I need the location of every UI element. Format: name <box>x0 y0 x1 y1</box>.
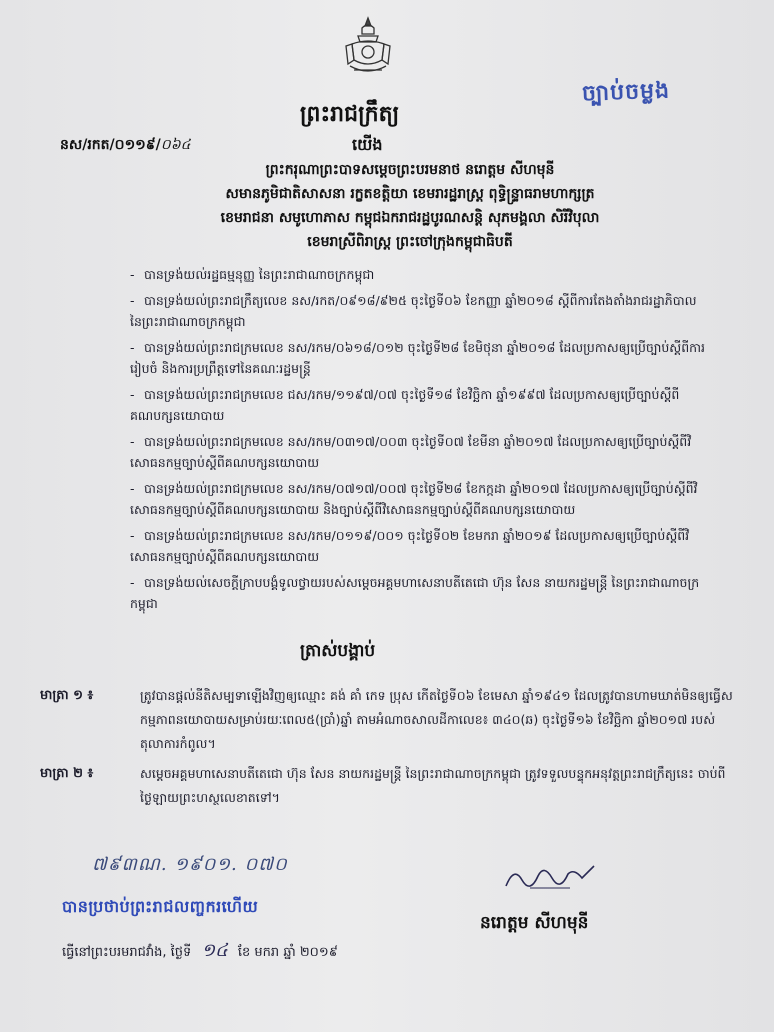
consideration-item: - បានទ្រង់យល់សេចក្តីក្រាបបង្គំទូលថ្វាយរបស់សម្តេចអគ្គមហាសេនាបតីតេជោ ហ៊ុន សែន នាយករដ្ឋមន្ត្រី នៃព្រះរាជាណាចក្រកម្ពុជា <box>130 575 700 611</box>
header-line-1: ព្រះករុណាព្រះបាទសម្តេចព្រះបរមនាថ នរោត្តម សីហមុនី <box>265 162 555 178</box>
considerations-list <box>130 264 710 619</box>
document-title: ព្រះរាជក្រឹត្យ <box>300 102 400 127</box>
article-1-text: ត្រូវបានផ្តល់នីតិសម្បទាឡើងវិញឲ្យឈ្មោះ គង់ គាំ កេទ ប្រុស កើតថ្ងៃទី០៦ ខែមេសា ឆ្នាំ១៩៤១ ដែលត្រូវបានហាមឃាត់មិនឲ្យធ្វើសកម្មភាពនយោបាយសម្រាប់រយៈពេល៥(ប្រាំ)ឆ្នាំ តាមអំណាចសាលដីកាលេខ៖ ៣៤០(ឆ) ចុះថ្ងៃទី១៦ ខែវិច្ឆិកា ឆ្នាំ២០១៧ របស់តុលាការកំពូល។ <box>140 688 733 751</box>
consideration-item: - បានទ្រង់យល់ព្រះរាជក្រមលេខ នស/រកម/០១១៩/០០១ ចុះថ្ងៃទី០២ ខែមករា ឆ្នាំ២០១៩ ដែលប្រកាសឲ្យប្រើច្បាប់ស្តីពីវិសោធនកម្មច្បាប់ស្តីពីគណបក្សនយោបាយ <box>130 528 690 564</box>
consideration-item: - បានទ្រង់យល់ព្រះរាជក្រមលេខ នស/រកម/០៧១៧/០០៧ ចុះថ្ងៃទី២៨ ខែកក្កដា ឆ្នាំ២០១៧ ដែលប្រកាសឲ្យប្រើច្បាប់ស្តីពីវិសោធនកម្មច្បាប់ស្តីពីគណបក្សនយោបាយ និងច្បាប់ស្តីពីវិសោធនកម្មច្បាប់ស្តីពីគណបក្សនយោបាយ <box>130 481 698 517</box>
header-line-4: ខេមរាស្រីពិរាស្ត្រ ព្រះចៅក្រុងកម្ពុជាធិបតី <box>307 234 513 250</box>
consideration-item: - បានទ្រង់យល់ព្រះរាជក្រឹត្យលេខ នស/រកត/០៩១៨/៩២៥ ចុះថ្ងៃទី០៦ ខែកញ្ញា ឆ្នាំ២០១៨ ស្តីពីការតែងតាំងរាជរដ្ឋាភិបាល នៃព្រះរាជាណាចក្រកម្ពុជា <box>130 293 697 329</box>
header-line-2: សមានភូមិជាតិសាសនា រក្ខតខត្តិយា ខេមរារដ្ឋរាស្ត្រ ពុទ្ធិន្ទ្រាធរាមហាក្សត្រ <box>225 186 595 202</box>
consideration-item: - បានទ្រង់យល់រដ្ឋធម្មនុញ្ញ នៃព្រះរាជាណាចក្រកម្ពុជា <box>130 267 375 282</box>
reference-number-handwritten: ០៦៤ <box>160 137 191 153</box>
copy-stamp: ច្បាប់ចម្លង <box>581 78 671 107</box>
article-2 <box>40 762 740 810</box>
decree-heading: ត្រាស់បង្គាប់ <box>300 641 376 661</box>
consideration-item: - បានទ្រង់យល់ព្រះរាជក្រមលេខ នស/រកម/០៣១៧/០០៣ ចុះថ្ងៃទី០៧ ខែមីនា ឆ្នាំ២០១៧ ដែលប្រកាសឲ្យប្រើច្បាប់ស្តីពីវិសោធនកម្មច្បាប់ស្តីពីគណបក្សនយោបាយ <box>130 434 692 470</box>
reference-number-printed: នស/រកត/០១១៩/ <box>60 137 161 153</box>
royal-we: យើង <box>352 135 383 154</box>
article-2-label: មាត្រា ២ ៖ <box>40 766 94 781</box>
royal-signature <box>500 858 600 894</box>
article-1-label: មាត្រា ១ ៖ <box>40 688 94 703</box>
royal-seal-affixed-stamp: បានប្រថាប់ព្រះរាជលញ្ចករហើយ <box>62 897 259 916</box>
royal-coat-of-arms-icon <box>340 16 396 78</box>
place-date-suffix: ខែ មករា ឆ្នាំ ២០១៩ <box>237 945 338 960</box>
place-date-prefix: ធ្វើនៅព្រះបរមរាជវាំង, ថ្ងៃទី <box>62 945 192 960</box>
handwritten-registration-note: ៧៩៣ណ. ១៩០១. ០៧០ <box>92 854 288 875</box>
article-1 <box>40 684 740 756</box>
place-and-date <box>62 938 338 965</box>
reference-number <box>60 135 191 156</box>
header-line-3: ខេមរាជនា សមូហោភាស កម្ពុជឯករាជរដ្ឋបូរណសន្តិ សុភមង្គលា សិរីវិបុលា <box>220 210 600 226</box>
consideration-item: - បានទ្រង់យល់ព្រះរាជក្រមលេខ នស/រកម/០៦១៨/០១២ ចុះថ្ងៃទី២៨ ខែមិថុនា ឆ្នាំ២០១៨ ដែលប្រកាសឲ្យប្រើច្បាប់ស្តីពីការរៀបចំ និងការប្រព្រឹត្តទៅនៃគណៈរដ្ឋមន្ត្រី <box>130 340 706 376</box>
article-2-text: សម្តេចអគ្គមហាសេនាបតីតេជោ ហ៊ុន សែន នាយករដ្ឋមន្ត្រី នៃព្រះរាជាណាចក្រកម្ពុជា ត្រូវទទួលបន្ទុកអនុវត្តព្រះរាជក្រឹត្យនេះ ចាប់ពីថ្ងៃឡាយព្រះហស្ថលេខាតទៅ។ <box>140 766 726 805</box>
signer-name: នរោត្តម សីហមុនី <box>480 913 589 933</box>
place-date-day: ១៤ <box>201 940 228 961</box>
consideration-item: - បានទ្រង់យល់ព្រះរាជក្រមលេខ ជស/រកម/១១៩៧/០៧ ចុះថ្ងៃទី១៨ ខែវិច្ឆិកា ឆ្នាំ១៩៩៧ ដែលប្រកាសឲ្យប្រើច្បាប់ស្តីពីគណបក្សនយោបាយ <box>130 387 680 423</box>
